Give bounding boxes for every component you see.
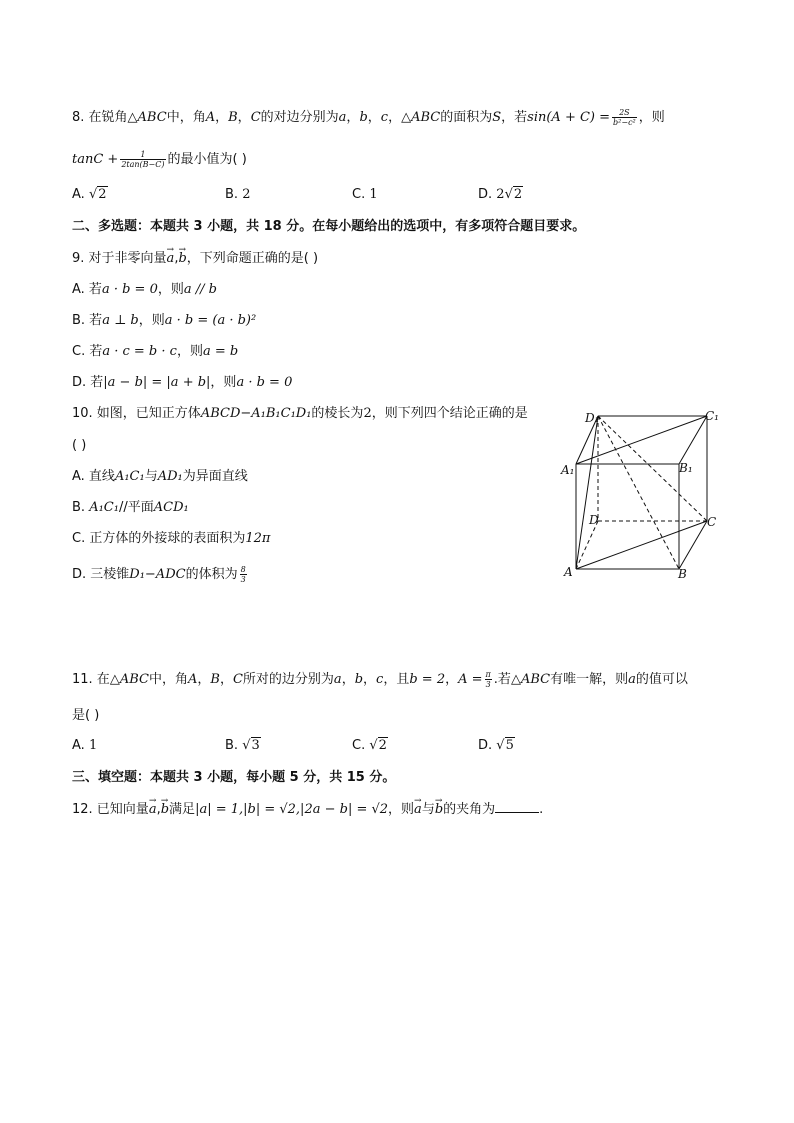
q11-var: a	[628, 672, 636, 687]
option-label: A.	[72, 187, 85, 202]
q8-abc: ABC	[137, 110, 167, 125]
q12-text: 12. 已知向量	[72, 802, 149, 817]
q8-var: C	[250, 110, 261, 125]
sqrt-expr	[89, 186, 108, 202]
cube-figure	[555, 400, 730, 585]
q11-option-d	[478, 738, 515, 753]
q10-option-a	[72, 468, 248, 486]
q12-text: .	[539, 802, 544, 817]
option-text: 为异面直线	[182, 469, 248, 484]
q11-var: c	[376, 672, 384, 687]
option-text: //平面	[118, 500, 154, 515]
frac-numerator: 2S	[612, 108, 637, 118]
q11-line1	[72, 670, 688, 689]
frac-denominator: b²−c²	[613, 118, 636, 127]
label-D1: D₁	[585, 411, 600, 425]
triangle-symbol: △	[510, 672, 521, 687]
q10-option-c	[72, 530, 270, 548]
q9-option-b	[72, 312, 256, 330]
q11-option-a	[72, 738, 97, 753]
q9-option-c	[72, 343, 238, 361]
q11-var: C	[232, 672, 243, 687]
vector-a: → a	[149, 801, 157, 819]
triangle-symbol: △	[109, 672, 120, 687]
q11-text: ，且	[383, 672, 410, 687]
option-value: √	[369, 738, 378, 753]
label-C: C	[707, 515, 717, 529]
option-value: 1	[88, 738, 98, 753]
q8-abc: ABC	[411, 110, 441, 125]
q8-var: B	[228, 110, 238, 125]
q8-var: c	[380, 110, 389, 125]
option-expr: A₁C₁	[114, 469, 145, 484]
frac-numerator: 8	[240, 565, 246, 574]
section-header-multiple-choice: 二、多选题：本题共 3 小题，共 18 分。在每小题给出的选项中，有多项符合题目要求。	[72, 219, 586, 234]
option-label: D.	[478, 738, 493, 753]
vector-a: → a	[414, 801, 422, 819]
q8-text: ，	[346, 110, 360, 125]
q10-stem	[72, 405, 528, 423]
vector-b: → b	[161, 801, 169, 819]
option-label: B.	[225, 738, 239, 753]
frac-numerator: π	[485, 670, 491, 679]
q12-text: 的夹角为	[443, 802, 496, 817]
edge-BC	[679, 521, 707, 569]
option-expr: A₁C₁	[89, 500, 119, 515]
q11-option-b	[225, 738, 261, 753]
option-text: ，则	[138, 313, 165, 328]
q11-var: A	[187, 672, 198, 687]
option-text: ，则	[210, 375, 237, 390]
radicand: 2	[98, 187, 107, 202]
vector-a: → a	[167, 250, 175, 268]
radicand: 2	[513, 187, 523, 202]
q8-option-c	[352, 187, 378, 202]
q12-text: 与	[421, 802, 435, 817]
vector-b: → b	[435, 801, 443, 819]
sqrt-expr	[369, 737, 388, 753]
option-value: 1	[369, 187, 378, 202]
q11-text: ，	[341, 672, 355, 687]
q8-text: ，	[388, 110, 402, 125]
q8-var: S	[492, 110, 502, 125]
q11-expr: b = 2	[409, 672, 446, 687]
triangle-symbol: △	[127, 110, 138, 125]
q8-option-d	[478, 187, 523, 202]
option-label: C.	[352, 187, 366, 202]
sqrt-expr	[496, 737, 515, 753]
q11-var: B	[210, 672, 220, 687]
q11-fraction	[485, 670, 492, 689]
option-label: C. 正方体的外接球的表面积为	[72, 531, 246, 546]
q8-text: 的对边分别为	[260, 110, 339, 125]
option-value: √	[242, 738, 251, 753]
q11-line2: 是( )	[72, 708, 100, 723]
q11-text: ，	[219, 672, 233, 687]
q11-abc: ABC	[119, 672, 149, 687]
option-text: 与	[144, 469, 158, 484]
q10-edge-length: 2	[363, 406, 372, 421]
option-expr: a · c = b · c	[102, 344, 177, 359]
q12-text: ，则	[388, 802, 415, 817]
q12-condition: |a| = 1,|b| = √2,|2a − b| = √2	[195, 802, 389, 817]
q8-text: ，	[367, 110, 381, 125]
label-B1: B₁	[679, 461, 693, 475]
option-label: A. 若	[72, 282, 102, 297]
q11-text: 所对的边分别为	[242, 672, 334, 687]
label-A1: A₁	[561, 463, 575, 477]
option-value: √	[88, 187, 98, 202]
q8-option-b	[225, 187, 250, 202]
q10-paren: ( )	[72, 438, 87, 453]
option-text: ，则	[176, 344, 203, 359]
option-label: D. 三棱锥	[72, 567, 130, 582]
q10-text: ，则下列四个结论正确的是	[371, 406, 528, 421]
option-value: √	[496, 738, 505, 753]
option-value: 2	[242, 187, 251, 202]
option-expr: a ⊥ b	[102, 313, 139, 328]
q8-var: a	[338, 110, 347, 125]
option-expr: |a − b| = |a + b|	[103, 375, 211, 390]
answer-blank[interactable]	[495, 800, 539, 813]
q11-var: a	[333, 672, 342, 687]
sqrt-expr	[242, 737, 261, 753]
q11-text: 11. 在	[72, 672, 110, 687]
q12-stem	[72, 800, 543, 819]
label-C1: C₁	[705, 409, 719, 423]
q12-text: ,	[156, 802, 161, 817]
q11-text: ，	[445, 672, 459, 687]
frac-numerator: 1	[120, 150, 165, 160]
q8-text: ，	[237, 110, 251, 125]
frac-denominator: 3	[240, 575, 246, 584]
q10-cube-name: ABCD−A₁B₁C₁D₁	[200, 406, 312, 421]
q11-var: b	[354, 672, 364, 687]
option-expr: 12π	[245, 531, 271, 546]
q8-var: b	[359, 110, 368, 125]
radicand: 2	[378, 738, 387, 753]
q10-option-d	[72, 565, 249, 584]
frac-denominator: 2tan(B−C)	[121, 160, 165, 169]
radicand: 5	[505, 738, 514, 753]
diag-AC	[576, 521, 707, 569]
label-D: D	[589, 513, 599, 527]
q10-option-b	[72, 499, 189, 517]
option-result: a = b	[202, 344, 239, 359]
option-expr: D₁−ADC	[129, 567, 186, 582]
sqrt-expr	[496, 186, 523, 202]
option-expr: AD₁	[157, 469, 183, 484]
option-label: B.	[225, 187, 239, 202]
q8-tan-expr: tanC +	[72, 152, 119, 167]
triangle-symbol: △	[401, 110, 412, 125]
q11-abc: ABC	[520, 672, 551, 687]
q8-text: ，则	[638, 110, 665, 125]
option-label: A. 直线	[72, 469, 115, 484]
q8-fraction	[612, 108, 637, 127]
q11-option-c	[352, 738, 388, 753]
option-text: ，则	[157, 282, 184, 297]
option-text: 的体积为	[185, 567, 238, 582]
q8-text: 的面积为	[440, 110, 493, 125]
option-label: D.	[478, 187, 493, 202]
option-label: B. 若	[72, 313, 103, 328]
option-label: C.	[352, 738, 366, 753]
q10-text: 的棱长为	[311, 406, 364, 421]
option-label: D. 若	[72, 375, 104, 390]
q8-text: 的最小值为( )	[167, 152, 247, 167]
label-B: B	[678, 567, 687, 581]
q8-sin-expr: sin(A + C) =	[527, 110, 611, 125]
q8-line2	[72, 150, 247, 169]
q8-text: 中，角	[166, 110, 206, 125]
q12-text: 满足	[169, 802, 196, 817]
frac-denominator: 3	[485, 680, 491, 689]
q8-fraction2	[120, 150, 165, 169]
q8-line1	[72, 108, 665, 127]
q10-text: 10. 如图，已知正方体	[72, 406, 201, 421]
option-expr: ACD₁	[153, 500, 189, 515]
q11-text: ，	[197, 672, 211, 687]
q11-text: 中，角	[148, 672, 188, 687]
radicand: 3	[251, 738, 260, 753]
q9-option-d	[72, 374, 292, 392]
q9-stem	[72, 250, 318, 268]
option-label: C. 若	[72, 344, 103, 359]
q9-option-a	[72, 281, 217, 299]
option-label: B.	[72, 500, 86, 515]
q9-text: ,	[174, 251, 179, 266]
q11-text: 有唯一解，则	[550, 672, 629, 687]
q8-text: ，	[215, 110, 229, 125]
q11-expr: A =	[458, 672, 483, 687]
q11-text: .若	[493, 672, 511, 687]
section-header-fill-in: 三、填空题：本题共 3 小题，每小题 5 分，共 15 分。	[72, 770, 396, 785]
q11-text: ，	[363, 672, 377, 687]
option-expr: a · b = 0	[101, 282, 158, 297]
q8-text: 8. 在锐角	[72, 110, 128, 125]
option-value: 2√	[496, 187, 513, 202]
q11-text: 的值可以	[635, 672, 688, 687]
vector-b: → b	[178, 250, 186, 268]
q8-option-a	[72, 187, 108, 202]
q10-fraction	[240, 565, 247, 584]
q8-var: A	[205, 110, 216, 125]
option-result: a · b = 0	[236, 375, 293, 390]
edge-C1B1	[679, 416, 707, 464]
label-A: A	[564, 565, 573, 579]
q8-text: ，若	[501, 110, 528, 125]
q9-text: ，下列命题正确的是( )	[186, 251, 319, 266]
option-result: a // b	[183, 282, 217, 297]
q9-text: 9. 对于非零向量	[72, 251, 167, 266]
option-label: A.	[72, 738, 85, 753]
option-result: a · b = (a · b)²	[164, 313, 257, 328]
